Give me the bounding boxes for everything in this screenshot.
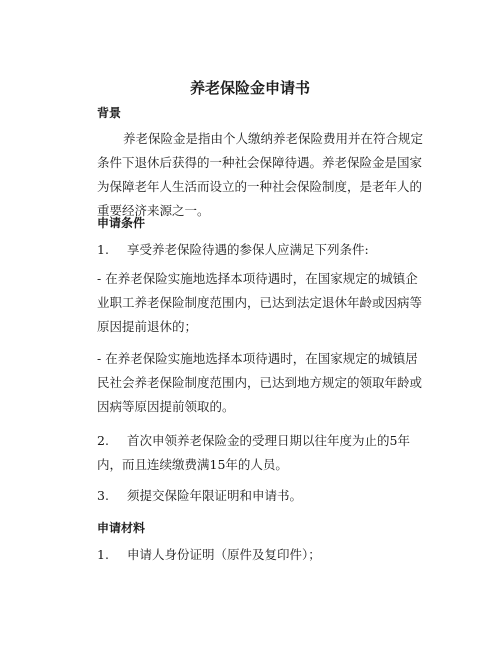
list-text: 享受养老保险待遇的参保人应满足下列条件: [127, 242, 369, 257]
list-number: 1. [97, 242, 109, 257]
section-heading-background: 背景 [97, 106, 122, 120]
conditions-subitem-1: - 在养老保险实施地选择本项待遇时，在国家规定的城镇企业职工养老保险制度范围内，已达到法定退休年龄或因病等原因提前退休的； [97, 271, 423, 334]
conditions-item-2 [97, 429, 427, 477]
list-text: 申请人身份证明（原件及复印件）； [127, 547, 321, 562]
list-number: 3. [97, 488, 109, 503]
list-number: 1. [97, 547, 109, 562]
conditions-item-1 [97, 238, 427, 262]
background-paragraph: 养老保险金是指由个人缴纳养老保险费用并在符合规定条件下退休后获得的一种社会保障待遇。养老保险金是国家为保障老年人生活而设立的一种社会保险制度，是老年人的重要经济来源之一。 [97, 131, 424, 218]
materials-item-1 [97, 543, 427, 567]
list-number: 2. [97, 433, 109, 448]
section-heading-materials: 申请材料 [97, 521, 146, 535]
conditions-subitem-2: - 在养老保险实施地选择本项待遇时，在国家规定的城镇居民社会养老保险制度范围内，已达到地方规定的领取年龄或因病等原因提前领取的。 [97, 351, 423, 414]
document-title: 养老保险金申请书 [189, 79, 310, 97]
conditions-item-3 [97, 484, 427, 508]
section-heading-conditions: 申请条件 [97, 216, 146, 230]
list-text: 须提交保险年限证明和申请书。 [127, 488, 303, 503]
list-text: 首次申领养老保险金的受理日期以往年度为止的5年内，而且连续缴费满15年的人员。 [97, 433, 410, 472]
